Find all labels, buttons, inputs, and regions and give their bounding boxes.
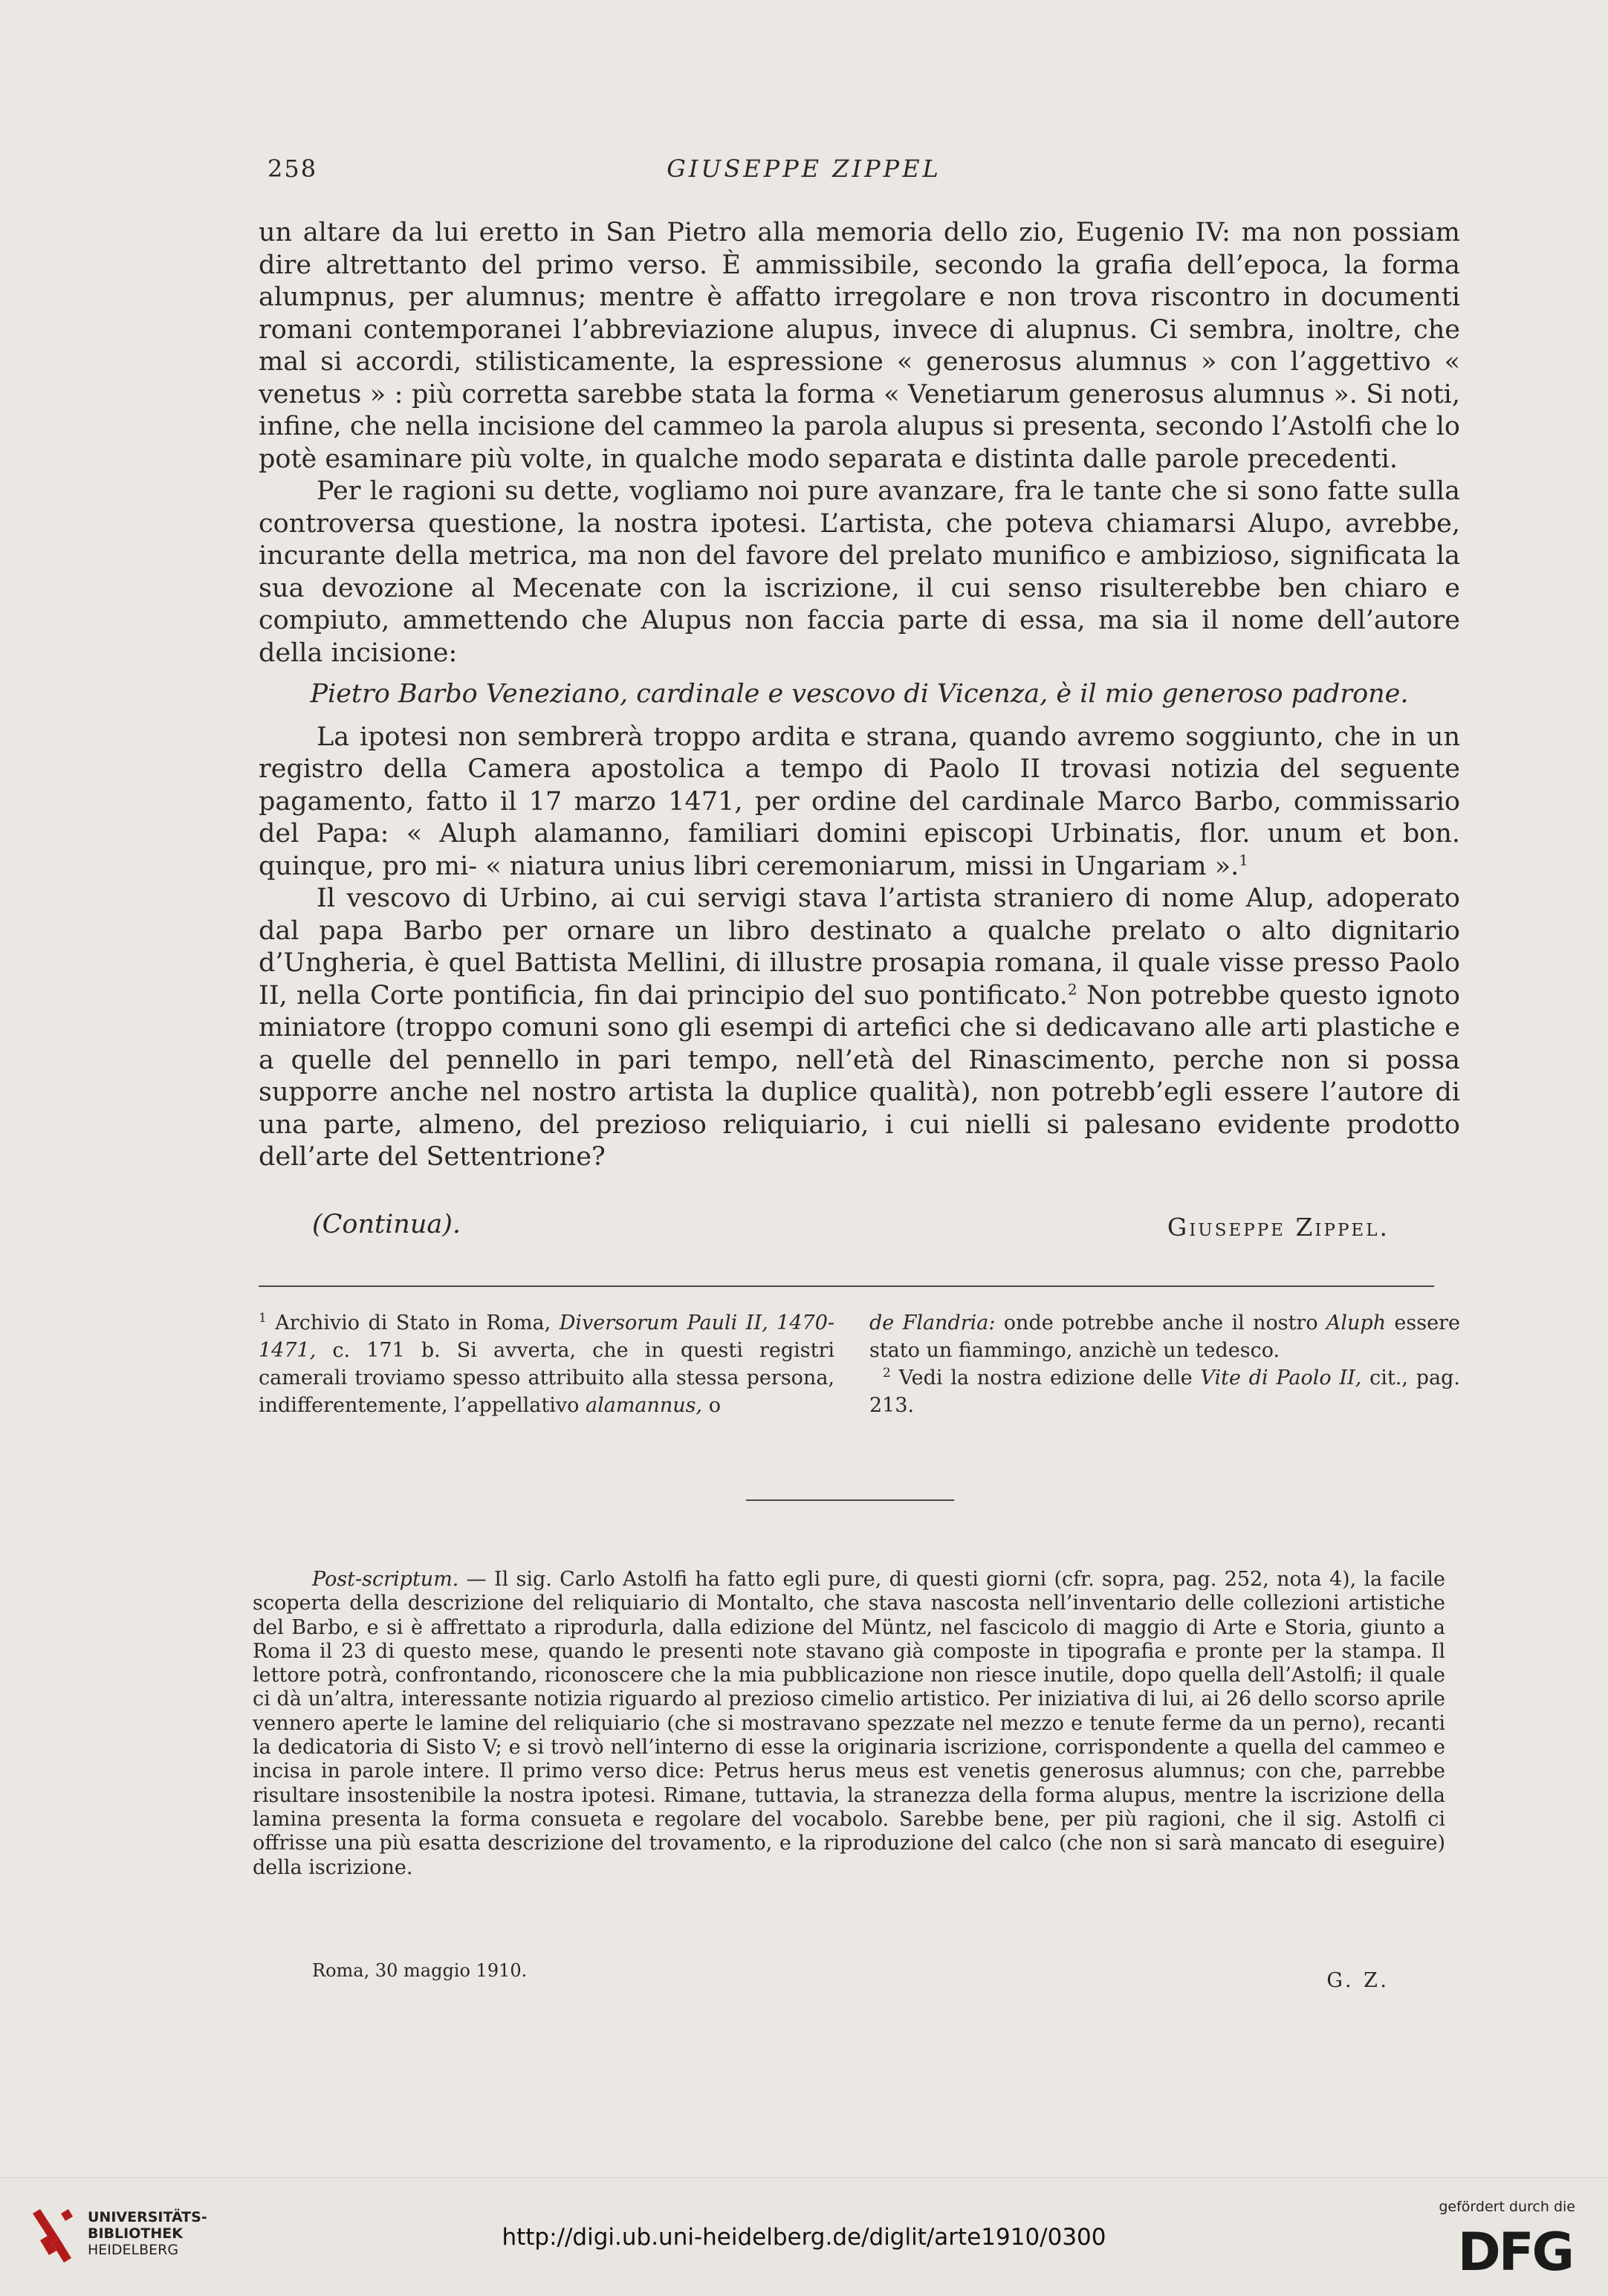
viewer-footer [0, 2177, 1608, 2296]
page-number: 258 [268, 155, 318, 183]
footnote-ref-1[interactable]: 1 [1239, 850, 1248, 869]
paragraph-3-text: La ipotesi non sembrerà troppo ardita e strana, quando avremo soggiunto, che in un registro della Camera apostolica a tempo di Paolo II trovasi notizia del seguente pagamento, fatto il 17 marzo 1471, per ordine del cardinale Marco Barbo, commissario del Papa: « Aluph alamanno, familiari domini episcopi Urbinatis, flor. unum et bon. quinque, pro mi- « niatura unius libri ceremoniarum, missi in Ungariam ». [259, 721, 1460, 881]
paragraph-4-text-b: Non potrebbe questo ignoto miniatore (troppo comuni sono gli esempi di artefici che si dedicavano alle arti plastiche e a quelle del pennello in pari tempo, nell’età del Rinascimento, perche non si possa supporre anche nel nostro artista la duplice qualità), non potrebb’egli essere l’autore di una parte, almeno, del prezioso reliquiario, i cui nielli si palesano evidente prodotto dell’arte del Settentrione? [259, 980, 1460, 1172]
footnote-1-term: de Flandria: [869, 1311, 996, 1335]
running-title: GIUSEPPE ZIPPEL [667, 155, 941, 183]
footnote-1-text: c. 171 b. Si avverta, che in questi registri camerali troviamo spesso attribuito alla stessa persona, indifferentemente, l’appellativo [259, 1339, 834, 1417]
paragraph-2: Per le ragioni su dette, vogliamo noi pure avanzare, fra le tante che si sono fatte sulla controversa questione, la nostra ipotesi. L’artista, che poteva chiamarsi Alupo, avrebbe, incurante della metrica, ma non del favore del prelato munifico e ambizioso, significata la sua devozione al Mecenate con la iscrizione, il cui senso risulterebbe ben chiaro e compiuto, ammettendo che Alupus non faccia parte di essa, ma sia il nome dell’autore della incisione: [259, 476, 1460, 668]
library-name-line: UNIVERSITÄTS- [88, 2209, 207, 2225]
footnote-2 [869, 1364, 1460, 1419]
postscript-initials: G. Z. [1326, 1969, 1390, 1992]
footnote-1-term: alamannus, [585, 1394, 703, 1417]
footnote-column-right [869, 1309, 1460, 1419]
footnote-1-text: essere stato un fiammingo, anzichè un tedesco. [869, 1311, 1460, 1362]
footnote-ref-2[interactable]: 2 [1067, 979, 1077, 998]
signature-row [312, 1210, 1390, 1247]
footnote-2-mark: 2 [883, 1366, 891, 1381]
footnote-2-text: Vedi la nostra edizione delle [890, 1366, 1201, 1389]
author-signature: Giuseppe Zippel. [1167, 1213, 1390, 1242]
footnote-2-title: Vite di Paolo II, [1200, 1366, 1362, 1389]
footnote-1-title: Diversorum Pauli II, 1470-1471, [259, 1311, 834, 1362]
footnote-column-left [259, 1309, 834, 1419]
library-name-line: HEIDELBERG [88, 2242, 179, 2258]
footnote-1-text: onde potrebbe anche il nostro [995, 1311, 1326, 1335]
postscript-paragraph [253, 1568, 1445, 1880]
footnote-divider [259, 1285, 1434, 1287]
paragraph-4 [259, 883, 1460, 1174]
footnote-1-text: o [702, 1394, 721, 1417]
running-head [0, 155, 1608, 199]
postscript-footer [312, 1960, 1390, 1990]
postscript-text: — Il sig. Carlo Astolfi ha fatto egli pure, di questi giorni (cfr. sopra, pag. 252, nota 4), la facile scoperta della descrizione del reliquiario di Montalto, che stava nascosta nell’inventario delle collezioni artistiche del Barbo, e si è affrettato a riprodurla, dalla edizione del Müntz, nel fascicolo di maggio di Arte e Storia, giunto a Roma il 23 di questo mese, quando le presenti note stavano già composte in tipografia e pronte per la stampa. Il lettore potrà, confrontando, riconoscere che la mia pubblicazione non riesce inutile, dopo quella dell’Astolfi; il quale ci dà un’altra, interessante notizia riguardo al prezioso cimelio artistico. Per iniziativa di lui, ai 26 dello scorso aprile vennero aperte le lamine del reliquiario (che si mostravano spezzate nel mezzo e tenute ferme da un perno), recanti la dedicatoria di Sisto V; e si trovò nell’interno di esse la originaria iscrizione, corrispondente a quella del cammeo e incisa in parole intere. Il primo verso dice: Petrus herus meus est venetis generosus alumnus; con che, parrebbe risultare insostenibile la nostra ipotesi. Rimane, tuttavia, la stranezza della forma alupus, mentre la iscrizione della lamina presenta la forma consueta e regolare del vocabolo. Sarebbe bene, per più ragioni, che il sig. Astolfi ci offrisse una più esatta descrizione del trovamento, e la riproduzione del calco (che non si sarà mancato di eseguire) della iscrizione. [253, 1568, 1445, 1879]
dfg-logo-icon[interactable] [1427, 2224, 1575, 2276]
postscript-date: Roma, 30 maggio 1910. [312, 1960, 528, 1981]
footnote-1-continued [869, 1309, 1460, 1364]
library-name-line: BIBLIOTHEK [88, 2225, 183, 2242]
postscript [253, 1568, 1445, 1880]
footnote-1-text: Archivio di Stato in Roma, [266, 1311, 560, 1335]
inscription-quote: Pietro Barbo Veneziano, cardinale e vescovo di Vicenza, è il mio generoso padrone. [310, 679, 1409, 709]
permalink-url[interactable]: http://digi.ub.uni-heidelberg.de/diglit/arte1910/0300 [502, 2224, 1106, 2251]
footnote-1-term: Aluph [1326, 1311, 1387, 1335]
funding-label: gefördert durch die [1439, 2199, 1575, 2215]
postscript-label: Post-scriptum. [312, 1568, 459, 1591]
paragraph-1: un altare da lui eretto in San Pietro alla memoria dello zio, Eugenio IV: ma non possiam dire altrettanto del primo verso. È ammissibile, secondo la grafia dell’epoca, la forma alumpnus, per alumnus; mentre è affatto irregolare e non trova riscontro in documenti romani contemporanei l’abbreviazione alupus, invece di alupnus. Ci sembra, inoltre, che mal si accordi, stilisticamente, la espressione « generosus alumnus » con l’aggettivo « venetus » : più corretta sarebbe stata la forma « Venetiarum generosus alumnus ». Si noti, infine, che nella incisione del cammeo la parola alupus si presenta, secondo l’Astolfi che lo potè esaminare più volte, in qualche modo separata e distinta dalle parole precedenti. [259, 218, 1460, 474]
continua-note: (Continua). [312, 1210, 461, 1239]
dfg-logo-text: DFG [1457, 2224, 1572, 2276]
paragraph-4-text-a: Il vescovo di Urbino, ai cui servigi stava l’artista straniero di nome Alup, adoperato dal papa Barbo per ornare un libro destinato a qualche prelato o alto dignitario d’Ungheria, è quel Battista Mellini, di illustre prosapia romana, il quale visse presso Paolo II, nella Corte pontificia, fin dai principio del suo pontificato. [259, 883, 1460, 1011]
footnote-1-mark: 1 [259, 1311, 267, 1326]
section-divider [746, 1499, 954, 1501]
footnote-1 [259, 1309, 834, 1419]
paragraph-3 [259, 721, 1460, 883]
body-text [259, 217, 1460, 1174]
footnote-2-text: cit., pag. 213. [869, 1366, 1460, 1417]
